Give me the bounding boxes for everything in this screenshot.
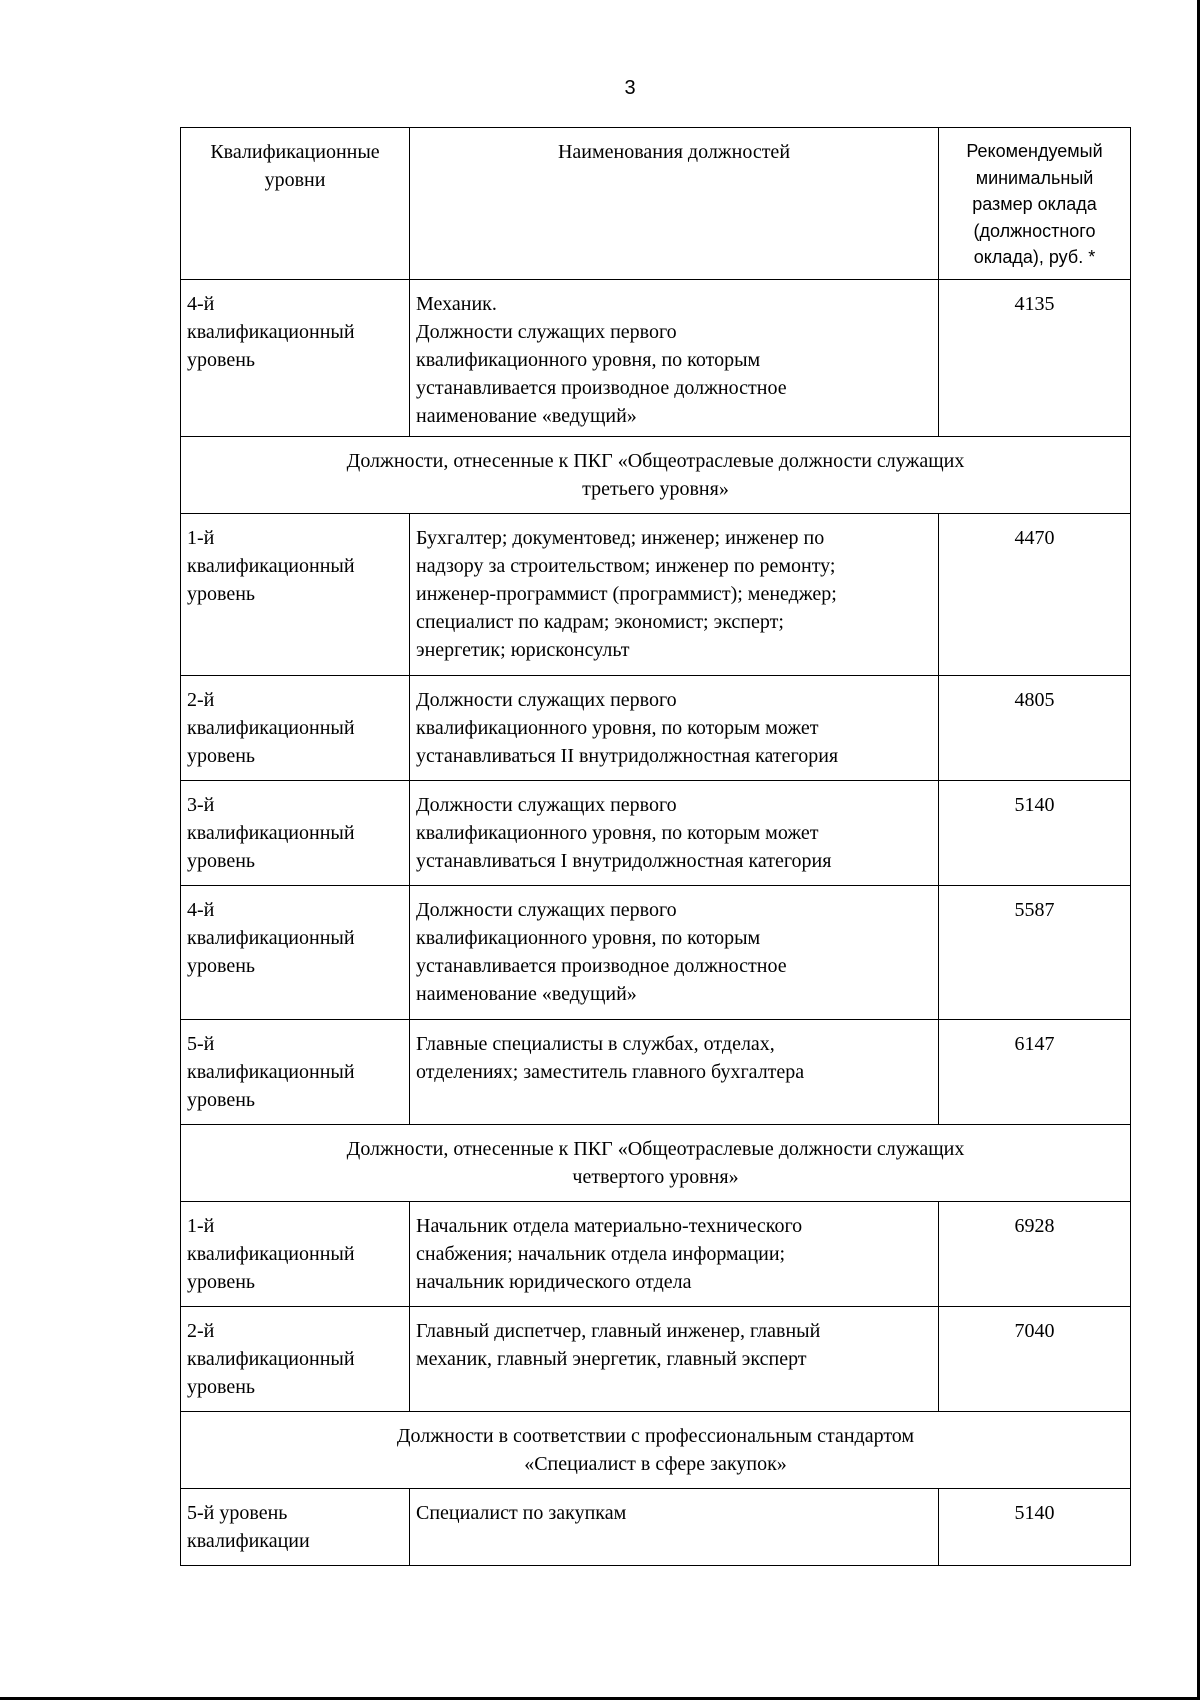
table-row xyxy=(181,1020,1131,1125)
group-header-row xyxy=(181,437,1131,514)
salary-table xyxy=(180,127,1131,1566)
header-position-names: Наименования должностей xyxy=(410,128,939,280)
table-row xyxy=(181,1489,1131,1566)
qualification-level-cell: 5-й квалификационный уровень xyxy=(181,1020,410,1125)
salary-cell: 6147 xyxy=(939,1020,1131,1125)
salary-cell: 5140 xyxy=(939,1489,1131,1566)
positions-cell: Специалист по закупкам xyxy=(410,1489,939,1566)
qualification-level-cell: 1-й квалификационный уровень xyxy=(181,514,410,676)
header-qualification-levels: Квалификационные уровни xyxy=(181,128,410,280)
group-header-cell: Должности, отнесенные к ПКГ «Общеотраслевые должности служащих четвертого уровня» xyxy=(181,1125,1131,1202)
table-row xyxy=(181,514,1131,676)
table-row xyxy=(181,676,1131,781)
table-header-row xyxy=(181,128,1131,280)
salary-cell: 5587 xyxy=(939,886,1131,1020)
page-number: 3 xyxy=(624,77,636,99)
group-header-row xyxy=(181,1412,1131,1489)
header-recommended-salary: Рекомендуемый минимальный размер оклада (должностного оклада), руб. * xyxy=(939,128,1131,280)
positions-cell: Механик. Должности служащих первого квалификационного уровня, по которым устанавливается производное должностное наименование «ведущий» xyxy=(410,280,939,437)
salary-cell: 5140 xyxy=(939,781,1131,886)
qualification-level-cell: 2-й квалификационный уровень xyxy=(181,1307,410,1412)
positions-cell: Должности служащих первого квалификационного уровня, по которым может устанавливаться II внутридолжностная категория xyxy=(410,676,939,781)
table-row xyxy=(181,280,1131,437)
positions-cell: Главные специалисты в службах, отделах, отделениях; заместитель главного бухгалтера xyxy=(410,1020,939,1125)
qualification-level-cell: 3-й квалификационный уровень xyxy=(181,781,410,886)
qualification-level-cell: 5-й уровень квалификации xyxy=(181,1489,410,1566)
positions-cell: Бухгалтер; документовед; инженер; инженер по надзору за строительством; инженер по ремонту; инженер-программист (программист); менеджер; специалист по кадрам; экономист; эксперт; энергетик; юрисконсульт xyxy=(410,514,939,676)
qualification-level-cell: 4-й квалификационный уровень xyxy=(181,280,410,437)
salary-cell: 4470 xyxy=(939,514,1131,676)
qualification-level-cell: 2-й квалификационный уровень xyxy=(181,676,410,781)
positions-cell: Должности служащих первого квалификационного уровня, по которым устанавливается производное должностное наименование «ведущий» xyxy=(410,886,939,1020)
salary-cell: 4805 xyxy=(939,676,1131,781)
table-row xyxy=(181,886,1131,1020)
group-header-cell: Должности, отнесенные к ПКГ «Общеотраслевые должности служащих третьего уровня» xyxy=(181,437,1131,514)
qualification-level-cell: 4-й квалификационный уровень xyxy=(181,886,410,1020)
table-row xyxy=(181,781,1131,886)
group-header-cell: Должности в соответствии с профессиональным стандартом «Специалист в сфере закупок» xyxy=(181,1412,1131,1489)
table-row xyxy=(181,1307,1131,1412)
qualification-level-cell: 1-й квалификационный уровень xyxy=(181,1202,410,1307)
positions-cell: Должности служащих первого квалификационного уровня, по которым может устанавливаться I внутридолжностная категория xyxy=(410,781,939,886)
salary-cell: 7040 xyxy=(939,1307,1131,1412)
positions-cell: Главный диспетчер, главный инженер, главный механик, главный энергетик, главный эксперт xyxy=(410,1307,939,1412)
table-row xyxy=(181,1202,1131,1307)
salary-cell: 6928 xyxy=(939,1202,1131,1307)
group-header-row xyxy=(181,1125,1131,1202)
salary-cell: 4135 xyxy=(939,280,1131,437)
positions-cell: Начальник отдела материально-технического снабжения; начальник отдела информации; начальник юридического отдела xyxy=(410,1202,939,1307)
